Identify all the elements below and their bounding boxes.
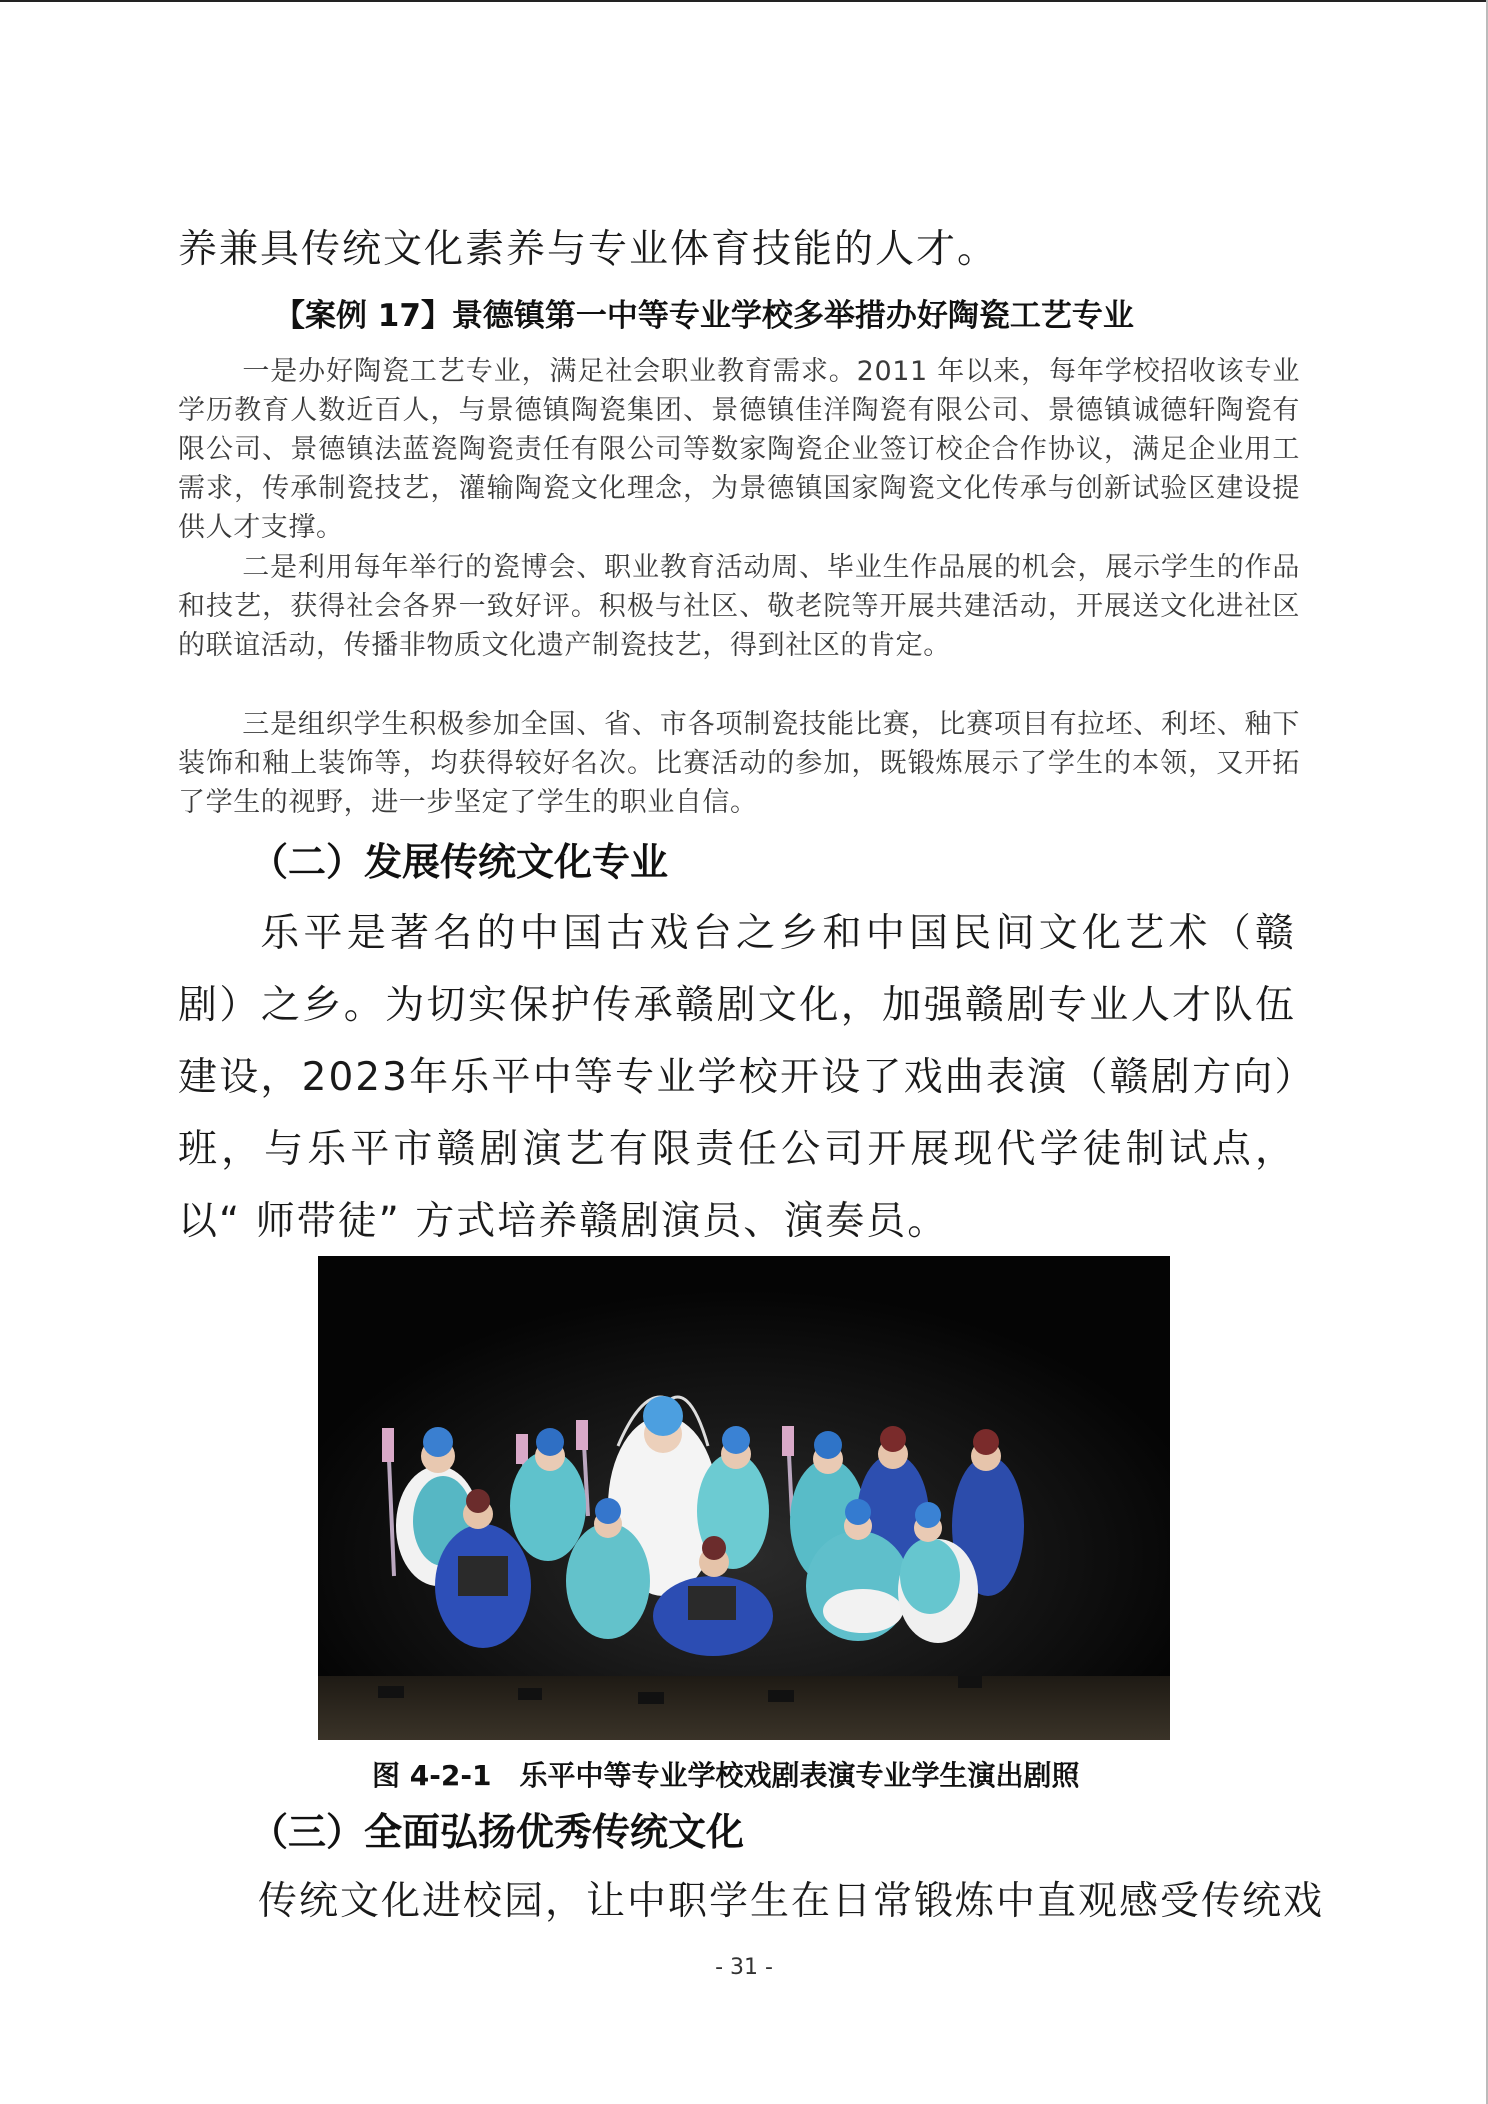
opera-performance-photo — [318, 1256, 1170, 1740]
case-paragraph-2 — [178, 548, 1300, 665]
figure-caption: 图 4-2-1 乐平中等专业学校戏剧表演专业学生演出剧照 — [372, 1759, 1080, 1792]
case-paragraph-2-text: 二是利用每年举行的瓷博会、职业教育活动周、毕业生作品展的机会，展示学生的作品和技艺，获得社会各界一致好评。积极与社区、敬老院等开展共建活动，开展送文化进社区的联谊活动，传播非物质文化遗产制瓷技艺，得到社区的肯定。 — [178, 552, 1300, 661]
section-heading-2: （二）发展传统文化专业 — [250, 840, 669, 884]
section-2-body-text: 乐平是著名的中国古戏台之乡和中国民间文化艺术（赣剧）之乡。为切实保护传承赣剧文化，加强赣剧专业人才队伍建设，2023年乐平中等专业学校开设了戏曲表演（赣剧方向）班，与乐平市赣剧演艺有限责任公司开展现代学徒制试点，以“ 师带徒” 方式培养赣剧演员、演奏员。 — [178, 911, 1296, 1244]
page-number: - 31 - — [715, 1955, 773, 1980]
case-paragraph-1-text: 一是办好陶瓷工艺专业，满足社会职业教育需求。2011 年以来，每年学校招收该专业学历教育人数近百人，与景德镇陶瓷集团、景德镇佳洋陶瓷有限公司、景德镇诚德轩陶瓷有限公司、景德镇法蓝瓷陶瓷责任有限公司等数家陶瓷企业签订校企合作协议，满足企业用工需求，传承制瓷技艺，灌输陶瓷文化理念，为景德镇国家陶瓷文化传承与创新试验区建设提供人才支撑。 — [178, 356, 1300, 543]
lead-text: 养兼具传统文化素养与专业体育技能的人才。 — [178, 227, 999, 272]
case-title: 【案例 17】景德镇第一中等专业学校多举措办好陶瓷工艺专业 — [274, 298, 1134, 334]
section-heading-3: （三）全面弘扬优秀传统文化 — [250, 1810, 745, 1854]
section-3-text: 传统文化进校园，让中职学生在日常锻炼中直观感受传统戏 — [258, 1879, 1325, 1924]
case-paragraph-3-text: 三是组织学生积极参加全国、省、市各项制瓷技能比赛，比赛项目有拉坯、利坯、釉下装饰和釉上装饰等，均获得较好名次。比赛活动的参加，既锻炼展示了学生的本领，又开拓了学生的视野，进一步坚定了学生的职业自信。 — [178, 709, 1300, 818]
case-paragraph-1 — [178, 352, 1300, 547]
case-paragraph-3 — [178, 705, 1300, 822]
section-2-body — [178, 898, 1296, 1258]
page-top-border — [0, 0, 1488, 2]
